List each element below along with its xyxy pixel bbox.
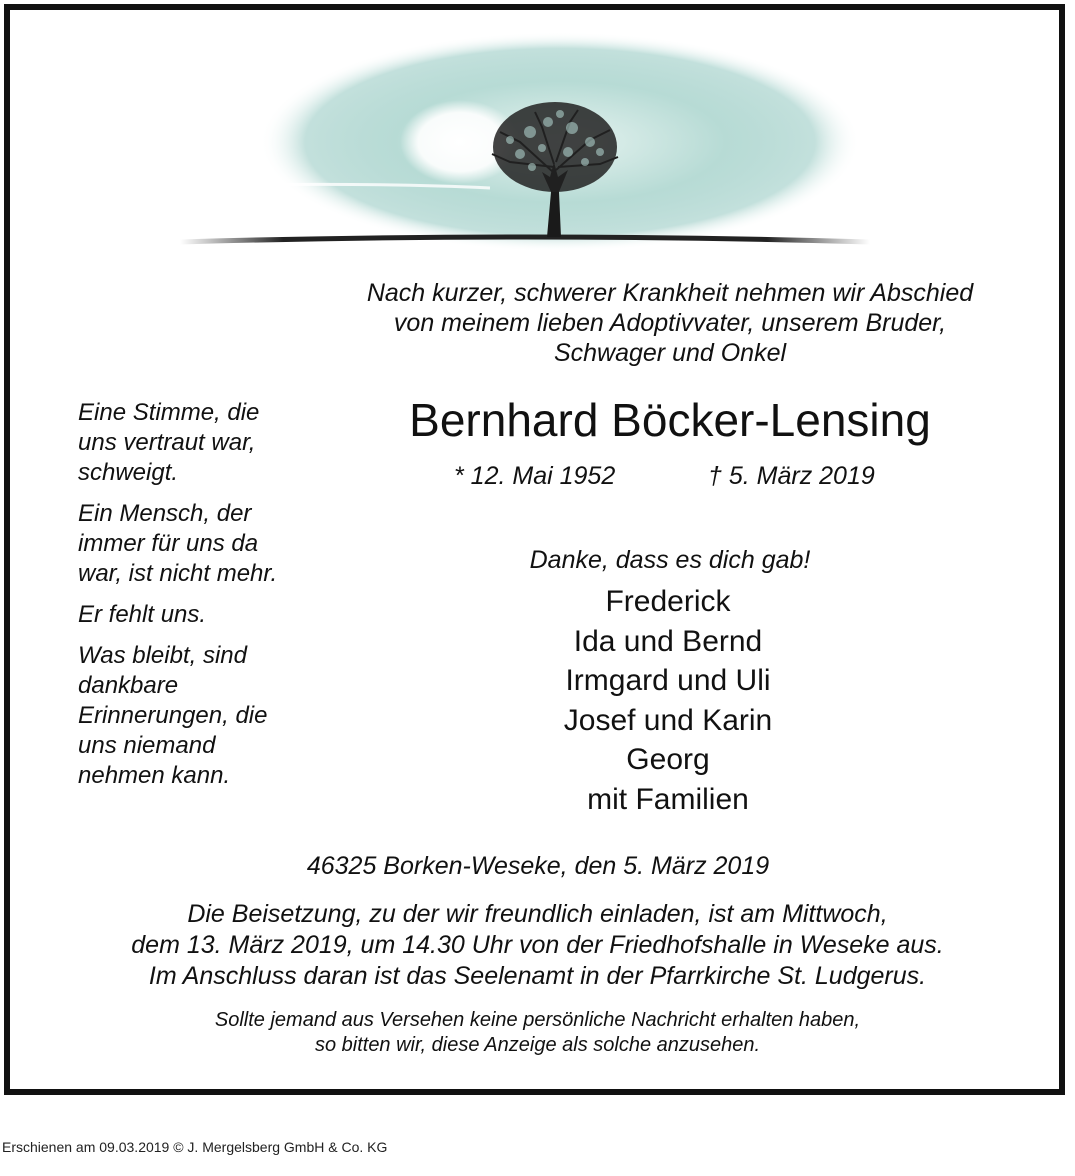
poem-stanza — [78, 600, 338, 630]
death-date: † 5. März 2019 — [708, 462, 875, 490]
poem-line: Erinnerungen, die — [78, 702, 268, 729]
poem-line: war, ist nicht mehr. — [78, 560, 278, 587]
mourner: mit Familien — [587, 782, 749, 816]
poem-line: dankbare — [78, 672, 179, 699]
poem-stanza — [78, 398, 338, 488]
poem-line: uns vertraut war, — [78, 429, 256, 456]
poem-line: nehmen kann. — [78, 762, 231, 789]
poem-line: immer für uns da — [78, 530, 259, 557]
poem — [78, 398, 338, 802]
thanks-line: Danke, dass es dich gab! — [529, 546, 811, 574]
deceased-name: Bernhard Böcker-Lensing — [409, 394, 931, 446]
funeral-line: Im Anschluss daran ist das Seelenamt in der Pfarrkirche St. Ludgerus. — [148, 962, 927, 990]
poem-stanza — [78, 499, 338, 589]
birth-date: * 12. Mai 1952 — [454, 462, 616, 490]
poem-line: uns niemand — [78, 732, 216, 759]
funeral-line: dem 13. März 2019, um 14.30 Uhr von der Friedhofshalle in Weseke aus. — [131, 931, 944, 959]
poem-stanza — [78, 641, 338, 791]
intro-line: Nach kurzer, schwerer Krankheit nehmen wir Abschied — [366, 279, 974, 307]
mourner: Irmgard und Uli — [565, 664, 771, 697]
mourner: Josef und Karin — [563, 703, 773, 737]
notice-line: Sollte jemand aus Versehen keine persönliche Nachricht erhalten haben, — [214, 1009, 861, 1031]
mourners-list — [468, 582, 868, 819]
mourner: Frederick — [605, 585, 731, 618]
notice — [150, 1008, 925, 1058]
poem-line: Er fehlt uns. — [78, 601, 207, 628]
publication-footer: Erschienen am 09.03.2019 © J. Mergelsberg GmbH & Co. KG — [2, 1139, 388, 1155]
intro-text — [330, 278, 1010, 368]
poem-line: Was bleibt, sind — [78, 642, 247, 669]
tree-illustration — [170, 22, 880, 262]
poem-line: Eine Stimme, die — [78, 399, 260, 426]
intro-line: Schwager und Onkel — [553, 339, 787, 367]
poem-line: schweigt. — [78, 459, 179, 486]
mourner: Georg — [626, 743, 710, 776]
notice-line: so bitten wir, diese Anzeige als solche anzusehen. — [314, 1034, 761, 1056]
poem-line: Ein Mensch, der — [78, 500, 252, 527]
funeral-info — [60, 899, 1015, 992]
place-date: 46325 Borken-Weseke, den 5. März 2019 — [306, 852, 770, 880]
funeral-line: Die Beisetzung, zu der wir freundlich einladen, ist am Mittwoch, — [187, 900, 888, 928]
intro-line: von meinem lieben Adoptivvater, unserem Bruder, — [393, 309, 947, 337]
mourner: Ida und Bernd — [573, 624, 763, 658]
